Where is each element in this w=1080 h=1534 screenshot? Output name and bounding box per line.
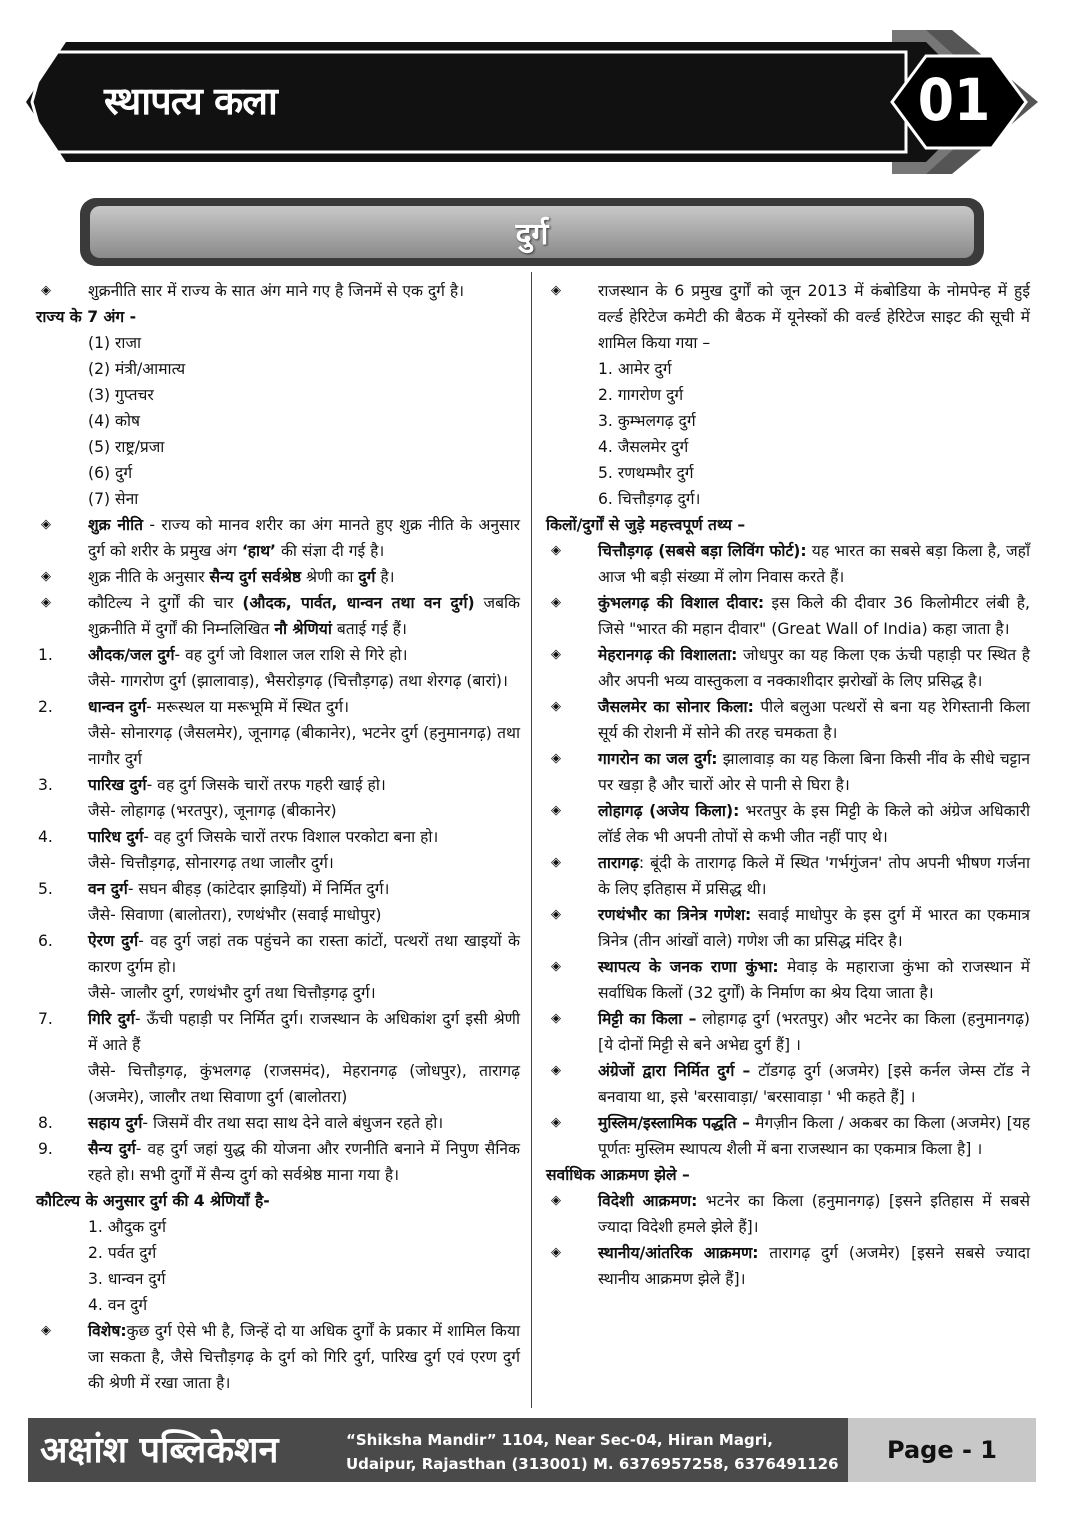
list-item: 2. गागरोण दुर्ग xyxy=(598,386,684,404)
bullet-icon: ◈ xyxy=(551,647,561,662)
section-header xyxy=(80,198,984,266)
list-item: 3. कुम्भलगढ़ दुर्ग xyxy=(598,412,696,430)
list-item: 4. जैसलमेर दुर्ग xyxy=(598,438,689,456)
durg-type-example: जैसे- लोहागढ़ (भरतपुर), जूनागढ़ (बीकानेर) xyxy=(88,802,337,820)
right-column xyxy=(546,278,1030,1292)
fact-item: ◈ चित्तौड़गढ़ (सबसे बड़ा लिविंग फोर्ट): यह भारत का सबसे बड़ा किला है, जहाँ आज भी बड़ी संख्या में लोग निवास करते हैं। xyxy=(546,538,1030,590)
bullet-icon: ◈ xyxy=(551,595,561,610)
kautilya-heading: कौटिल्य के अनुसार दुर्ग की 4 श्रेणियाँ है- xyxy=(36,1192,270,1210)
durg-type-item: 6. ऐरण दुर्ग- वह दुर्ग जहां तक पहुंचने का रास्ता कांटों, पत्थरों तथा खाइयों के कारण दुर्गम हो। जैसे- जालौर दुर्ग, रणथंभौर दुर्ग तथा चित्तौड़गढ़ दुर्ग। xyxy=(36,928,520,1006)
bullet-icon: ◈ xyxy=(551,855,561,870)
bullet-icon: ◈ xyxy=(41,283,51,298)
special-note: ◈ विशेष:कुछ दुर्ग ऐसे भी है, जिन्हें दो या अधिक दुर्गों के प्रकार में शामिल किया जा सकता है, जैसे चित्तौड़गढ़ के दुर्ग को गिरि दुर्ग, पारिख दुर्ग एवं एरण दुर्ग की श्रेणी में रखा जाता है। xyxy=(36,1318,520,1396)
bullet-icon: ◈ xyxy=(551,543,561,558)
shukra-niti-point: ◈ शुक्र नीति - राज्य को मानव शरीर का अंग मानते हुए शुक्र नीति के अनुसार दुर्ग को शरीर के प्रमुख अंग ‘हाथ’ की संज्ञा दी गई है। xyxy=(36,512,520,564)
fact-item: ◈ तारागढ़: बूंदी के तारागढ़ किले में स्थित 'गर्भगुंजन' तोप अपनी भीषण गर्जना के लिए इतिहास में प्रसिद्ध थी। xyxy=(546,850,1030,902)
list-item: 1. औदुक दुर्ग xyxy=(88,1218,167,1236)
bullet-icon: ◈ xyxy=(551,1193,561,1208)
attack-item: ◈ विदेशी आक्रमण: भटनेर का किला (हनुमानगढ़) [इसने इतिहास में सबसे ज्यादा विदेशी हमले झेले हैं]। xyxy=(546,1188,1030,1240)
durg-type-example: जैसे- सोनारगढ़ (जैसलमेर), जूनागढ़ (बीकानेर), भटनेर दुर्ग (हनुमानगढ़) तथा नागौर दुर्ग xyxy=(88,724,520,768)
durg-type-item: 2. धान्वन दुर्ग- मरूस्थल या मरूभूमि में स्थित दुर्ग। जैसे- सोनारगढ़ (जैसलमेर), जूनागढ़ (बीकानेर), भटनेर दुर्ग (हनुमानगढ़) तथा नागौर दुर्ग xyxy=(36,694,520,772)
list-item: (6) दुर्ग xyxy=(88,464,133,482)
left-column xyxy=(36,278,520,1396)
fact-item: ◈ गागरोन का जल दुर्ग: झालावाड़ का यह किला बिना किसी नींव के सीधे चट्टान पर खड़ा है और चारों ओर से पानी से घिरा है। xyxy=(546,746,1030,798)
durg-type-item: 9. सैन्य दुर्ग- वह दुर्ग जहां युद्ध की योजना और रणनीति बनाने में निपुण सैनिक रहते हो। सभी दुर्गों में सैन्य दुर्ग को सर्वश्रेष्ठ माना गया है। xyxy=(38,1140,520,1184)
list-item: (5) राष्ट्र/प्रजा xyxy=(88,438,165,456)
chapter-title: स्थापत्य कला xyxy=(104,79,277,123)
fact-item: ◈ लोहागढ़ (अजेय किला): भरतपुर के इस मिट्टी के किले को अंग्रेज अधिकारी लॉर्ड लेक भी अपनी तोपों से कभी जीत नहीं पाए थे। xyxy=(546,798,1030,850)
sainya-durg-point: ◈ शुक्र नीति के अनुसार सैन्य दुर्ग सर्वश्रेष्ठ श्रेणी का दुर्ग है। xyxy=(36,564,520,590)
bullet-icon: ◈ xyxy=(551,699,561,714)
durg-type-item: 3. पारिख दुर्ग- वह दुर्ग जिसके चारों तरफ गहरी खाई हो। जैसे- लोहागढ़ (भरतपुर), जूनागढ़ (बीकानेर) xyxy=(36,772,520,824)
fact-item: ◈ अंग्रेजों द्वारा निर्मित दुर्ग – टॉडगढ़ दुर्ग (अजमेर) [इसे कर्नल जेम्स टॉड ने बनवाया था, इसे 'बरसावाड़ा/ 'बरसावाड़ा ' भी कहते हैं] । xyxy=(546,1058,1030,1110)
fact-item: ◈ मिट्टी का किला – लोहागढ़ दुर्ग (भरतपुर) और भटनेर का किला (हनुमानगढ़) [ये दोनों मिट्टी से बने अभेद्य दुर्ग हैं] । xyxy=(546,1006,1030,1058)
kautilya-point: ◈ कौटिल्य ने दुर्गों की चार (औदक, पार्वत, धान्वन तथा वन दुर्ग) जबकि शुक्रनीति में दुर्गों की निम्नलिखित नौ श्रेणियां बताई गई हैं। xyxy=(36,590,520,642)
list-item: 4. वन दुर्ग xyxy=(88,1296,148,1314)
column-divider xyxy=(531,272,532,1408)
durg-type-example: जैसे- चित्तौड़गढ़, सोनारगढ़ तथा जालौर दुर्ग। xyxy=(88,854,334,872)
bullet-icon: ◈ xyxy=(551,1245,561,1260)
attacks-heading: सर्वाधिक आक्रमण झेले – xyxy=(546,1166,690,1184)
list-item: (7) सेना xyxy=(88,490,139,508)
bullet-icon: ◈ xyxy=(551,1115,561,1130)
fact-item: ◈ स्थापत्य के जनक राणा कुंभा: मेवाड़ के महाराजा कुंभा को राजस्थान में सर्वाधिक किलों (32 दुर्गों) के निर्माण का श्रेय दिया जाता है। xyxy=(546,954,1030,1006)
list-item: 6. चित्तौड़गढ़ दुर्ग। xyxy=(598,490,701,508)
durg-type-example: जैसे- जालौर दुर्ग, रणथंभौर दुर्ग तथा चित्तौड़गढ़ दुर्ग। xyxy=(88,984,376,1002)
durg-type-item: 7. गिरि दुर्ग- ऊँची पहाड़ी पर निर्मित दुर्ग। राजस्थान के अधिकांश दुर्ग इसी श्रेणी में आते हैं जैसे- चित्तौड़गढ़, कुंभलगढ़ (राजसमंद), मेहरानगढ़ (जोधपुर), तारागढ़ (अजमेर), जालौर तथा सिवाणा दुर्ग (बालोतरा) xyxy=(36,1006,520,1110)
bullet-icon: ◈ xyxy=(41,595,51,610)
page-footer xyxy=(28,1418,1036,1482)
bullet-icon: ◈ xyxy=(551,283,561,298)
fact-item: ◈ कुंभलगढ़ की विशाल दीवार: इस किले की दीवार 36 किलोमीटर लंबी है, जिसे "भारत की महान दीवार" (Great Wall of India) कहा जाता है। xyxy=(546,590,1030,642)
seven-parts-heading: राज्य के 7 अंग - xyxy=(36,308,137,326)
durg-type-example: जैसे- चित्तौड़गढ़, कुंभलगढ़ (राजसमंद), मेहरानगढ़ (जोधपुर), तारागढ़ (अजमेर), जालौर तथा सिवाणा दुर्ग (बालोतरा) xyxy=(88,1062,520,1106)
durg-type-item: 5. वन दुर्ग- सघन बीहड़ (कांटेदार झाड़ियों) में निर्मित दुर्ग। जैसे- सिवाणा (बालोतरा), रणथंभौर (सवाई माधोपुर) xyxy=(36,876,520,928)
durg-type-example: जैसे- गागरोण दुर्ग (झालावाड़), भैसरोड़गढ़ (चित्तौड़गढ़) तथा शेरगढ़ (बारां)। xyxy=(88,672,508,690)
list-item: 3. धान्वन दुर्ग xyxy=(88,1270,166,1288)
publisher-address: “Shiksha Mandir” 1104, Near Sec-04, Hiran Magri, Udaipur, Rajasthan (313001) M. 6376957258, 6376491126 xyxy=(346,1431,839,1473)
bullet-icon: ◈ xyxy=(551,907,561,922)
attack-item: ◈ स्थानीय/आंतरिक आक्रमण: तारागढ़ दुर्ग (अजमेर) [इसने सबसे ज्यादा स्थानीय आक्रमण झेले हैं]। xyxy=(546,1240,1030,1292)
list-item: (3) गुप्तचर xyxy=(88,386,154,404)
seven-parts-list xyxy=(36,330,520,512)
durg-type-item: 1. औदक/जल दुर्ग- वह दुर्ग जो विशाल जल राशि से गिरे हो। जैसे- गागरोण दुर्ग (झालावाड़), भैसरोड़गढ़ (चित्तौड़गढ़) तथा शेरगढ़ (बारां)। xyxy=(36,642,520,694)
fact-item: ◈ रणथंभौर का त्रिनेत्र गणेश: सवाई माधोपुर के इस दुर्ग में भारत का एकमात्र त्रिनेत्र (तीन आंखों वाले) गणेश जी का प्रसिद्ध मंदिर है। xyxy=(546,902,1030,954)
page-number: Page - 1 xyxy=(848,1418,1036,1482)
durg-type-item: 8. सहाय दुर्ग- जिसमें वीर तथा सदा साथ देने वाले बंधुजन रहते हो। xyxy=(38,1114,444,1132)
section-title: दुर्ग xyxy=(515,217,549,252)
fact-item: ◈ मेहरानगढ़ की विशालता: जोधपुर का यह किला एक ऊंची पहाड़ी पर स्थित है और अपनी भव्य वास्तुकला व नक्काशीदार झरोखों के लिए प्रसिद्ध है। xyxy=(546,642,1030,694)
bullet-icon: ◈ xyxy=(551,1063,561,1078)
list-item: 5. रणथम्भौर दुर्ग xyxy=(598,464,694,482)
bullet-icon: ◈ xyxy=(551,1011,561,1026)
facts-heading: किलों/दुर्गों से जुड़े महत्त्वपूर्ण तथ्य – xyxy=(546,516,746,534)
bullet-icon: ◈ xyxy=(41,569,51,584)
kautilya-list xyxy=(36,1214,520,1318)
fact-item: ◈ जैसलमेर का सोनार किला: पीले बलुआ पत्थरों से बना यह रेगिस्तानी किला सूर्य की रोशनी में सोने की तरह चमकता है। xyxy=(546,694,1030,746)
fact-item: ◈ मुस्लिम/इस्लामिक पद्धति – मैगज़ीन किला / अकबर का किला (अजमेर) [यह पूर्णतः मुस्लिम स्थापत्य शैली में बना राजस्थान का एकमात्र किला है] । xyxy=(546,1110,1030,1162)
list-item: 1. आमेर दुर्ग xyxy=(598,360,672,378)
bullet-icon: ◈ xyxy=(551,959,561,974)
list-item: (1) राजा xyxy=(88,334,142,352)
durg-type-example: जैसे- सिवाणा (बालोतरा), रणथंभौर (सवाई माधोपुर) xyxy=(88,906,382,924)
list-item: 2. पर्वत दुर्ग xyxy=(88,1244,157,1262)
durg-type-item: 4. पारिध दुर्ग- वह दुर्ग जिसके चारों तरफ विशाल परकोटा बना हो। जैसे- चित्तौड़गढ़, सोनारगढ़ तथा जालौर दुर्ग। xyxy=(36,824,520,876)
bullet-icon: ◈ xyxy=(551,751,561,766)
bullet-icon: ◈ xyxy=(41,517,51,532)
bullet-icon: ◈ xyxy=(551,803,561,818)
unesco-point: ◈ राजस्थान के 6 प्रमुख दुर्गों को जून 2013 में कंबोडिया के नोमपेन्ह में हुई वर्ल्ड हेरिटेज कमेटी की बैठक में यूनेस्कों की वर्ल्ड हेरिटेज साइट की सूची में शामिल किया गया – 1. आमेर दुर्ग 2. गागरोण दुर्ग 3. कुम्भलगढ़ दुर्ग 4. जैसलमेर दुर्ग 5. रणथम्भौर दुर्ग 6. चित्तौड़गढ़ दुर्ग। xyxy=(546,278,1030,512)
chapter-number: 01 xyxy=(917,66,991,134)
list-item: (4) कोष xyxy=(88,412,141,430)
publisher-name: अक्षांश पब्लिकेशन xyxy=(40,1430,279,1471)
list-item: (2) मंत्री/आमात्य xyxy=(88,360,186,378)
intro-point: ◈ शुक्रनीति सार में राज्य के सात अंग माने गए है जिनमें से एक दुर्ग है। xyxy=(36,278,520,304)
bullet-icon: ◈ xyxy=(41,1323,51,1338)
